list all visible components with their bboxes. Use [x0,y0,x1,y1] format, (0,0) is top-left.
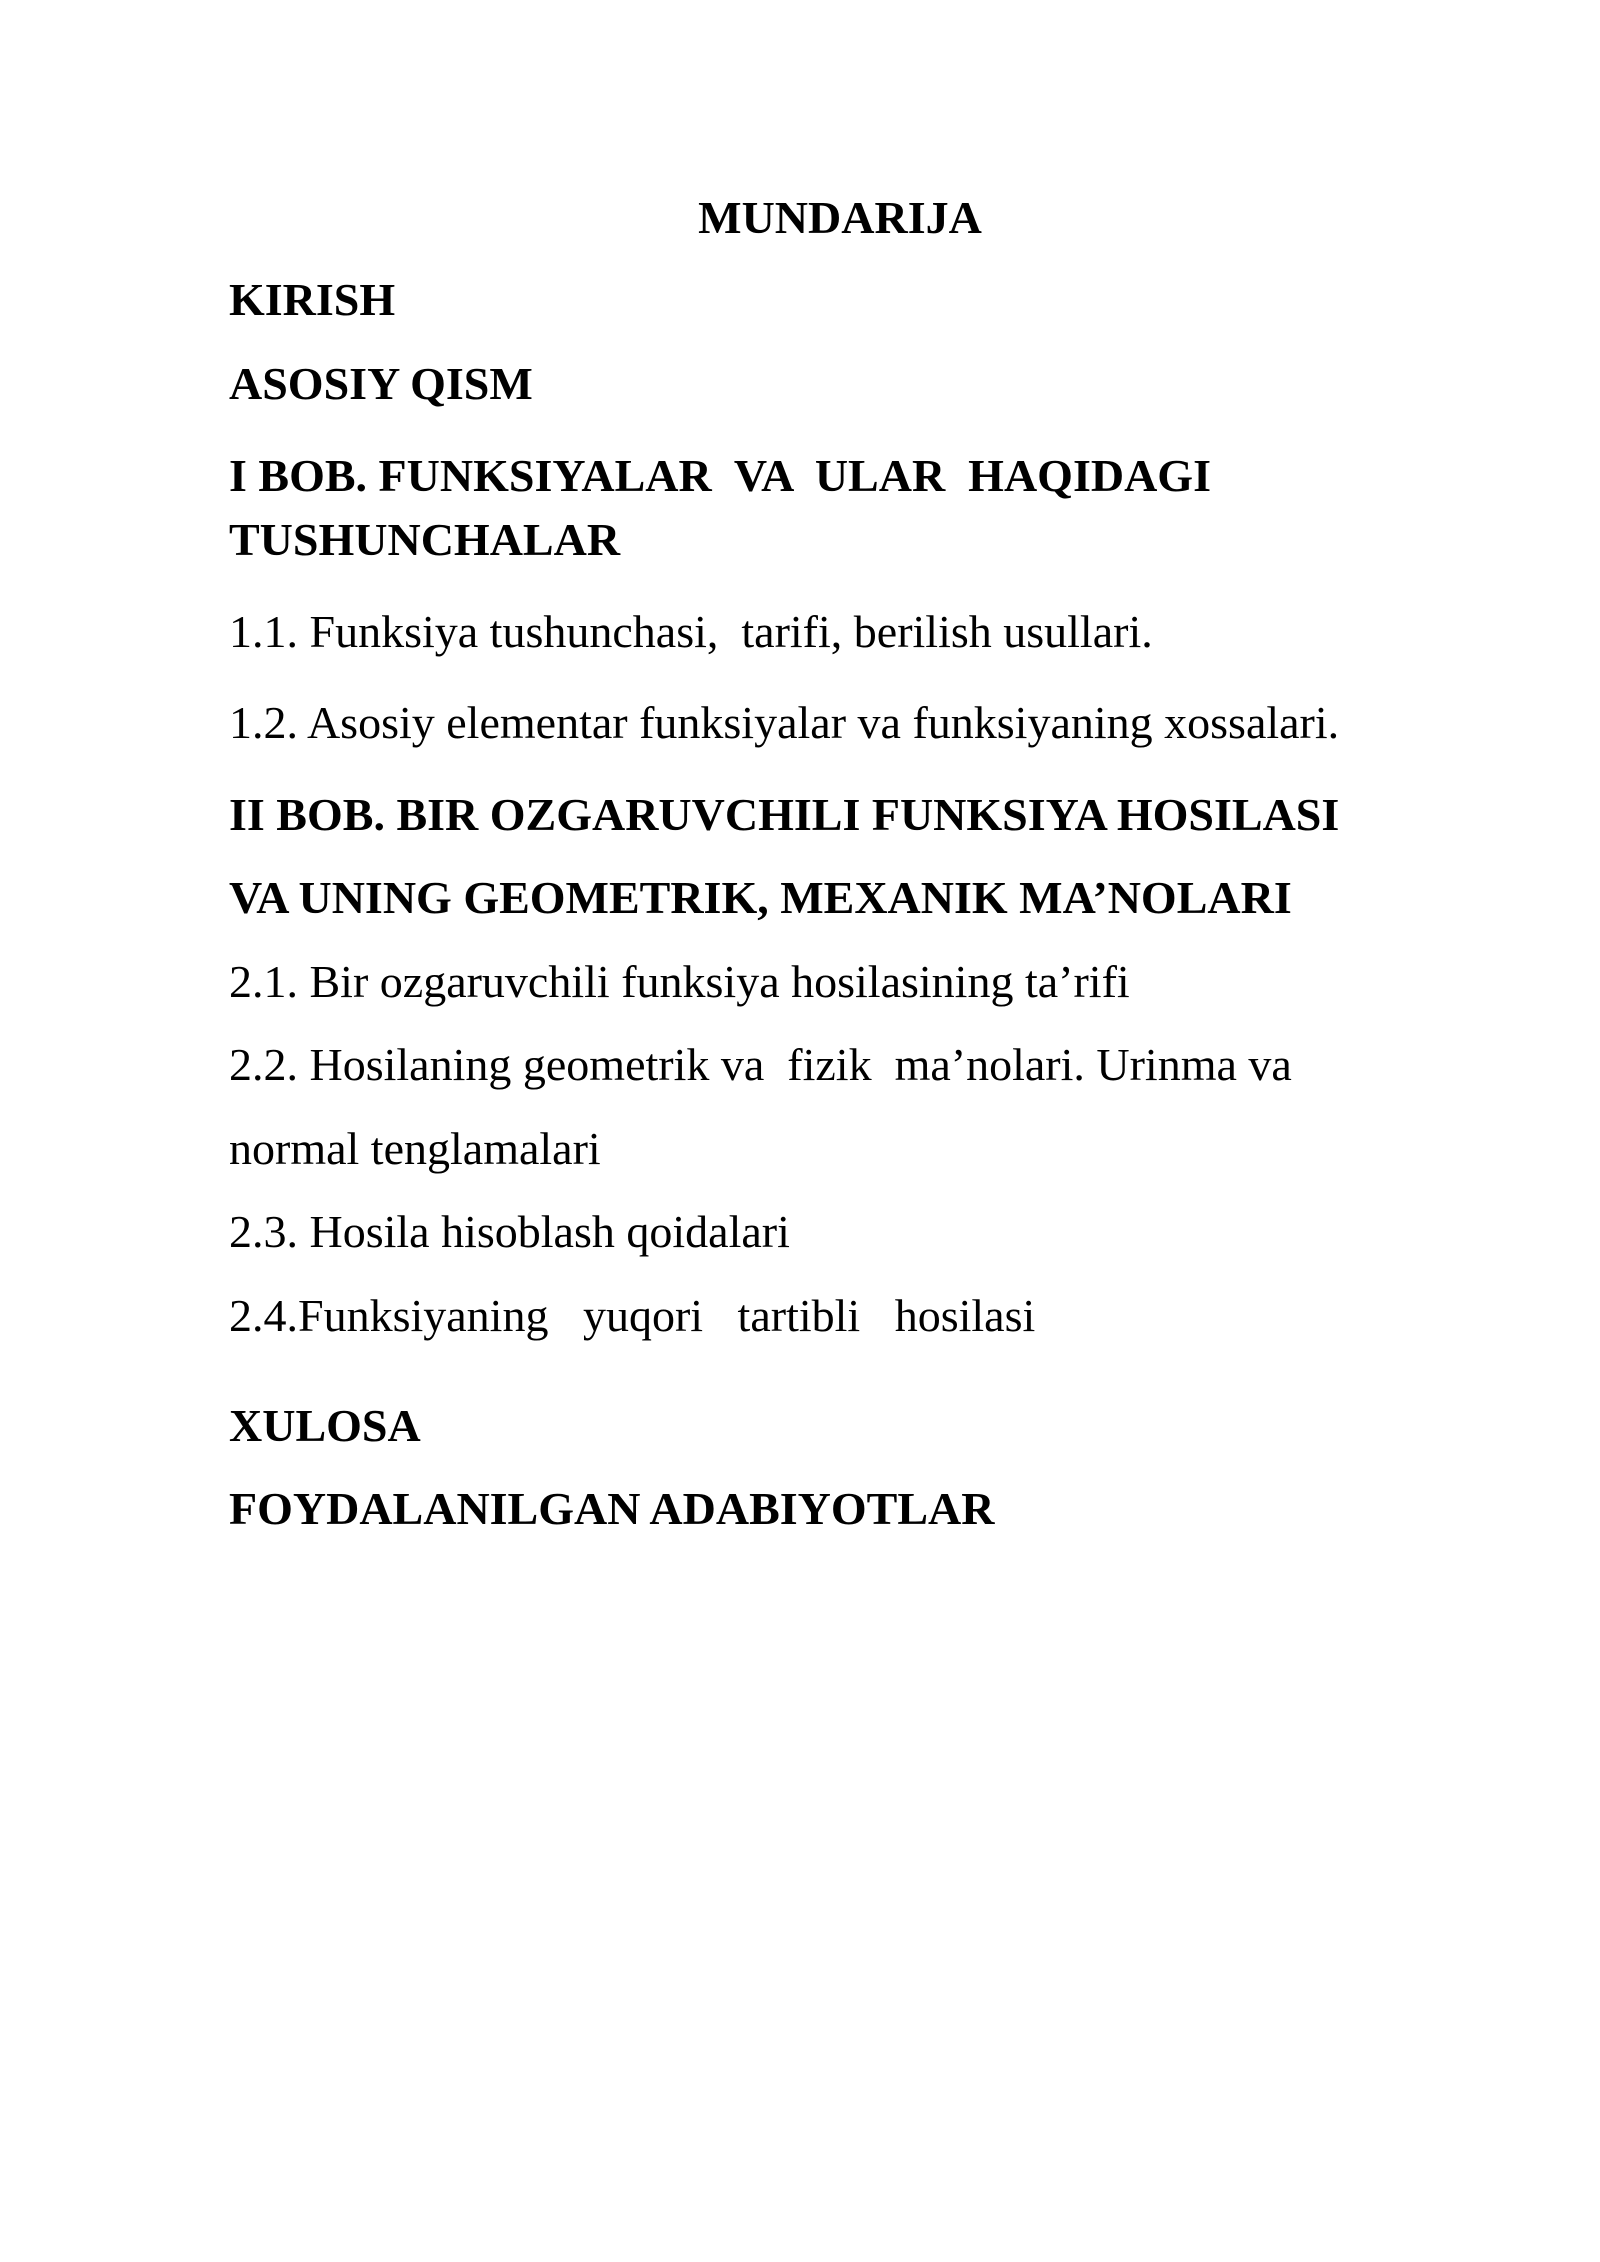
toc-entry-chapter-1-line-1: I BOB. FUNKSIYALAR VA ULAR HAQIDAGI [229,450,1211,501]
page-title: MUNDARIJA [698,192,982,243]
toc-entry-references: FOYDALANILGAN ADABIYOTLAR [229,1483,995,1534]
toc-entry-asosiy-qism: ASOSIY QISM [229,358,533,409]
toc-entry-chapter-1-line-2: TUSHUNCHALAR [229,514,621,565]
toc-entry-2-3: 2.3. Hosila hisoblash qoidalari [229,1206,790,1257]
toc-entry-2-2-line-1: 2.2. Hosilaning geometrik va fizik ma’nolari. Urinma va [229,1039,1292,1090]
toc-entry-kirish: KIRISH [229,274,396,325]
toc-entry-2-1: 2.1. Bir ozgaruvchili funksiya hosilasining ta’rifi [229,956,1130,1007]
toc-entry-chapter-2-line-1: II BOB. BIR OZGARUVCHILI FUNKSIYA HOSILASI [229,789,1340,840]
toc-entry-chapter-2-line-2: VA UNING GEOMETRIK, MEXANIK MA’NOLARI [229,872,1292,923]
toc-entry-2-2-line-2: normal tenglamalari [229,1123,601,1174]
toc-entry-1-1: 1.1. Funksiya tushunchasi, tarifi, berilish usullari. [229,606,1153,657]
toc-entry-xulosa: XULOSA [229,1400,421,1451]
toc-entry-1-2: 1.2. Asosiy elementar funksiyalar va funksiyaning xossalari. [229,697,1340,748]
toc-entry-2-4: 2.4.Funksiyaning yuqori tartibli hosilasi [229,1290,1036,1341]
